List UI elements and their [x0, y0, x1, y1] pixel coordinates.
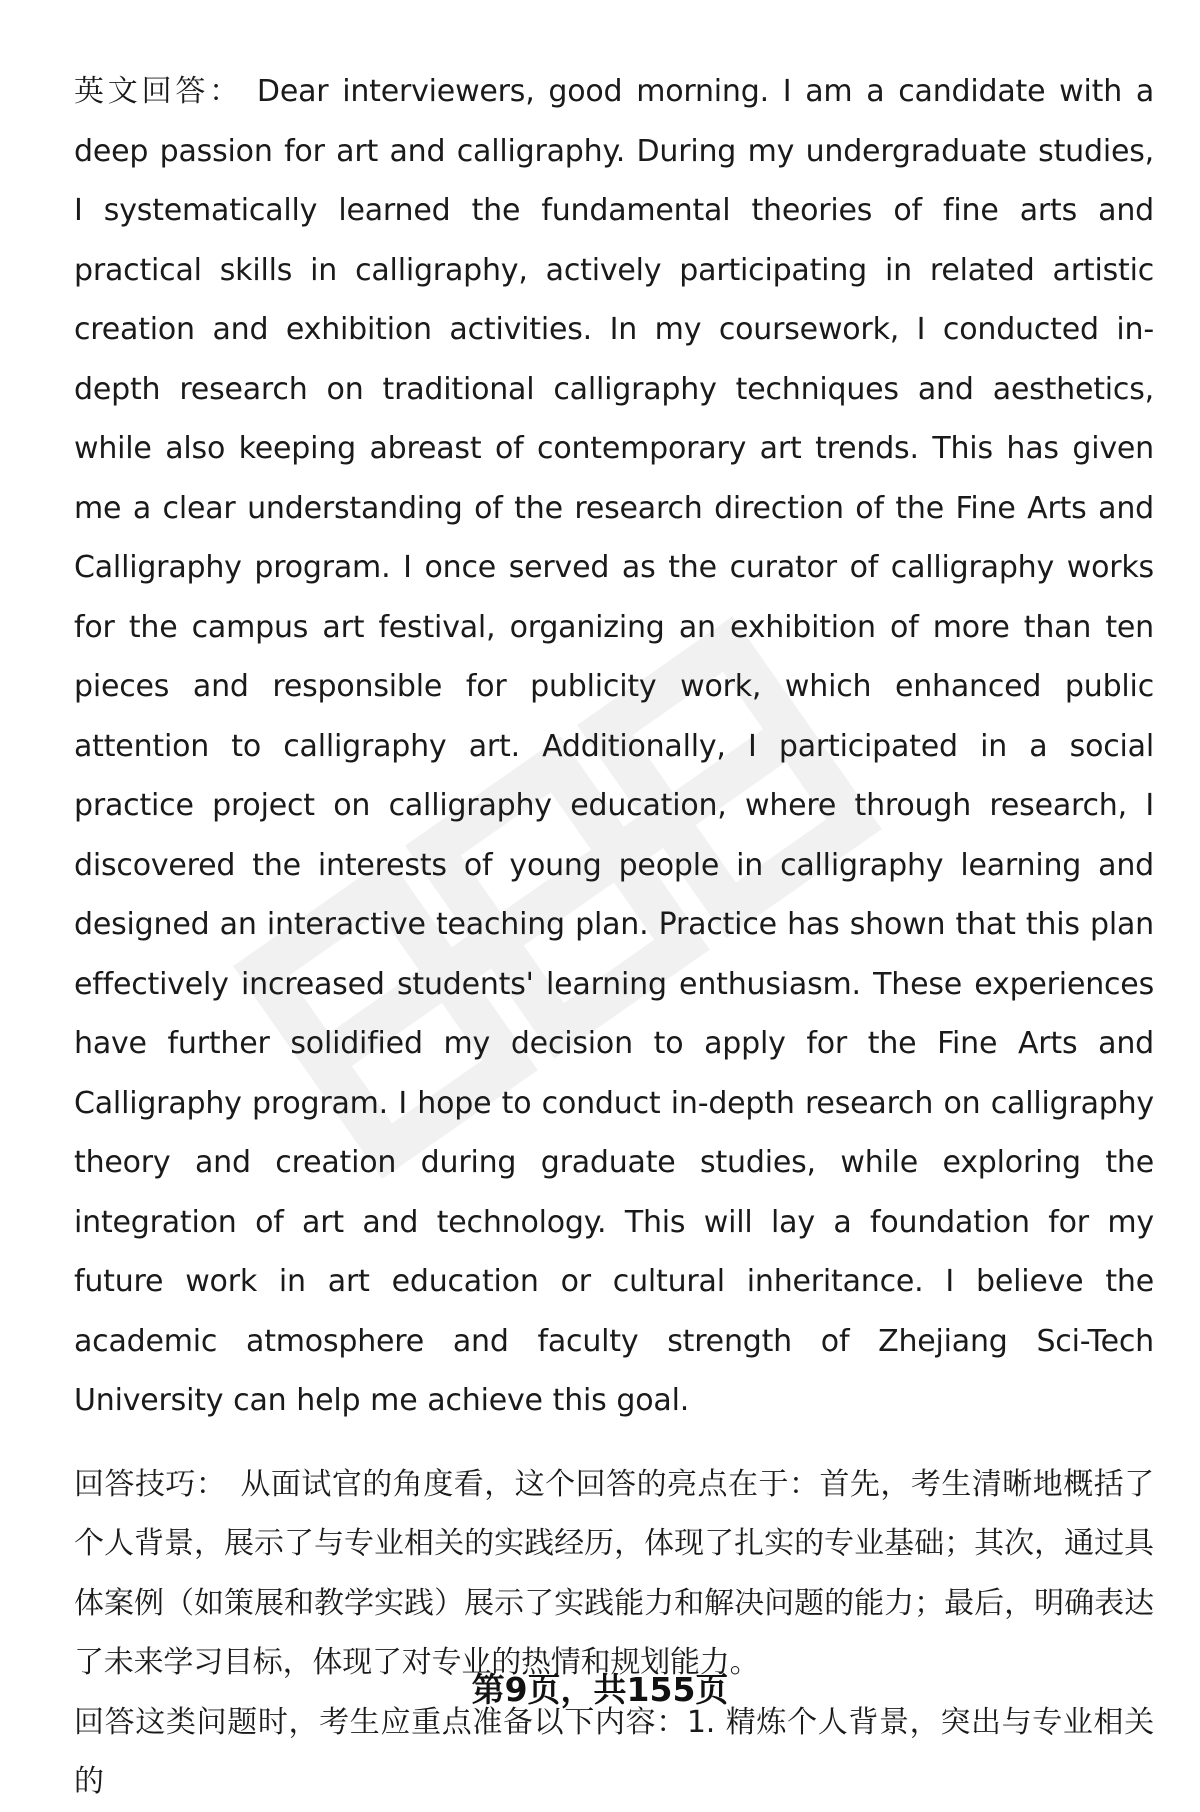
english-answer-paragraph	[74, 62, 1154, 1431]
page-indicator: 第9页，共155页	[471, 1670, 729, 1709]
english-answer-label: 英文回答：	[74, 74, 243, 109]
preparation-advice-text: 回答这类问题时，考生应重点准备以下内容：1. 精炼个人背景，突出与专业相关的	[74, 1704, 1154, 1799]
english-answer-text: Dear interviewers, good morning. I am a candidate with a deep passion for art and calligraphy. During my undergraduate studies, I systematically learned the fundamental theories of fine arts and practical skills in calligraphy, actively participating in related artistic creation and exhibition activities. In my coursework, I conducted in-depth research on traditional calligraphy techniques and aesthetics, while also keeping abreast of contemporary art trends. This has given me a clear understanding of the research direction of the Fine Arts and Calligraphy program. I once served as the curator of calligraphy works for the campus art festival, organizing an exhibition of more than ten pieces and responsible for publicity work, which enhanced public attention to calligraphy art. Additionally, I participated in a social practice project on calligraphy education, where through research, I discovered the interests of young people in calligraphy learning and designed an interactive teaching plan. Practice has shown that this plan effectively increased students' learning enthusiasm. These experiences have further solidified my decision to apply for the Fine Arts and Calligraphy program. I hope to conduct in-depth research on calligraphy theory and creation during graduate studies, while exploring the integration of art and technology. This will lay a foundation for my future work in art education or cultural inheritance. I believe the academic atmosphere and faculty strength of Zhejiang Sci-Tech University can help me achieve this goal.	[74, 74, 1155, 1418]
answer-tips-text: 从面试官的角度看，这个回答的亮点在于：首先，考生清晰地概括了个人背景，展示了与专业相关的实践经历，体现了扎实的专业基础；其次，通过具体案例（如策展和教学实践）展示了实践能力和解决问题的能力；最后，明确表达了未来学习目标，体现了对专业的热情和规划能力。	[74, 1466, 1155, 1680]
answer-tips-paragraph	[74, 1455, 1154, 1693]
document-body	[74, 62, 1154, 1812]
answer-tips-label: 回答技巧：	[74, 1466, 227, 1502]
